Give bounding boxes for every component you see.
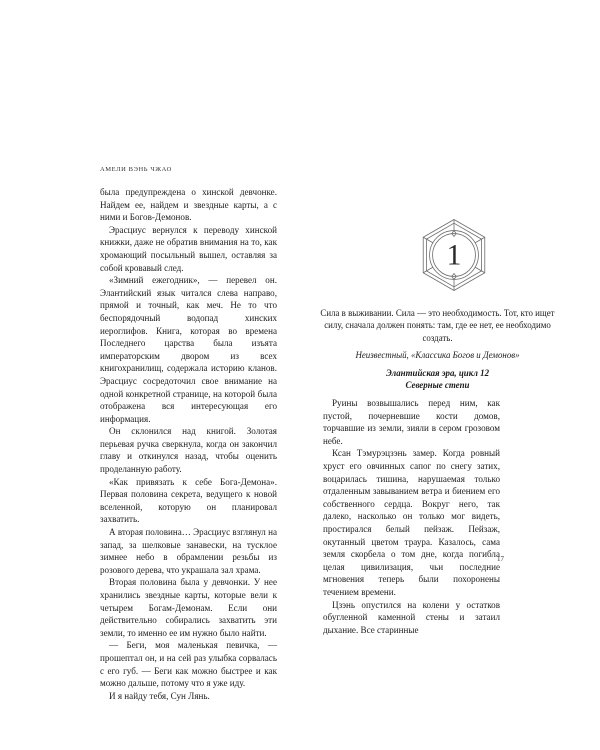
epigraph-source: Неизвестный, «Классика Богов и Демонов» bbox=[355, 349, 520, 360]
left-page-body bbox=[100, 186, 277, 702]
paragraph: И я найду тебя, Сун Лянь. bbox=[109, 690, 210, 701]
paragraph: Вторая половина была у девчонки. У нее хранились звездные карты, которые вели к четырем Богам-Демонам. Если они действительно собирались захватить эти земли, то именно ее им нужно было найти. bbox=[100, 577, 277, 638]
chapter-emblem bbox=[417, 218, 491, 292]
page-number: 17 bbox=[497, 555, 504, 563]
paragraph: Руины возвышались перед ним, как пустой, почерневшие кости домов, торчавшие из земли, зияли в сером грозовом небе. bbox=[323, 398, 500, 446]
running-head: АМЕЛИ ВЭНЬ ЧЖАО bbox=[100, 166, 172, 173]
paragraph: А вторая половина… Эрасциус взглянул на запад, за шелковые занавески, на тусклое зимнее небо в обрамлении резьбы из розового дерева, что украшала зал храма. bbox=[100, 527, 277, 575]
epigraph-quote: Сила в выживании. Сила — это необходимость. Тот, кто ищет силу, сначала должен понять: там, где ее нет, ее необходимо создать. bbox=[320, 308, 555, 343]
chapter-place: Северные степи bbox=[405, 380, 470, 391]
hexagon-ornament-icon bbox=[417, 218, 491, 292]
paragraph: Он склонился над книгой. Золотая перьевая ручка сверкнула, когда он закончил главу и откинулся назад, чтобы оценить проделанную работу. bbox=[100, 426, 277, 475]
paragraph: «Зимний ежегодник», — перевел он. Элантийский язык читался слева направо, прямой и точный, как меч. Не то что беспорядочный водопад хинских иероглифов. Книга, которая во времена Последнего царства была изъята императорским двором из всех книгохранилищ, содержала историю кланов. Эрасциус сосредоточил свое внимание на одной конкретной странице, на которой была отображена вся интересующая его информация. bbox=[100, 275, 277, 424]
paragraph: — Беги, моя маленькая певичка, — прошептал он, и на сей раз улыбка сорвалась с его губ. — Беги как можно быстрее и как можно дальше, потому что я уже иду. bbox=[100, 640, 277, 689]
paragraph: «Как привязать к себе Бога-Демона». Первая половина секрета, ведущего к новой вселенной, которую он планировал захватить. bbox=[100, 476, 277, 525]
paragraph: Эрасциус вернулся к переводу хинской книжки, даже не обратив внимания на то, как хромающий посыльный вышел, оставляя за собой кровавый след. bbox=[100, 224, 277, 273]
paragraph: Цзэнь опустился на колени у остатков обугленной каменной стены и затаил дыхание. Все старинные bbox=[323, 599, 500, 635]
epigraph bbox=[315, 307, 560, 392]
right-page-body bbox=[323, 397, 500, 636]
chapter-number: 1 bbox=[446, 239, 462, 272]
paragraph: была предупреждена о хинской девчонке. Найдем ее, найдем и звездные карты, а с ними и Богов-Демонов. bbox=[100, 187, 277, 223]
paragraph: Ксан Тэмурэцзэнь замер. Когда ровный хруст его овчинных сапог по снегу затих, воцарилась тишина, нарушаемая только отдаленным завыванием ветра и биением его собственного сердца. Вокруг него, так далеко, насколько он только мог видеть, простирался белый пейзаж. Пейзаж, окутанный цветом траура. Казалось, сама земля скорбела о том дне, когда погибла целая цивилизация, чьи последние мгновения теперь были похоронены течением времени. bbox=[323, 448, 500, 597]
chapter-era: Элантийская эра, цикл 12 bbox=[385, 368, 490, 379]
